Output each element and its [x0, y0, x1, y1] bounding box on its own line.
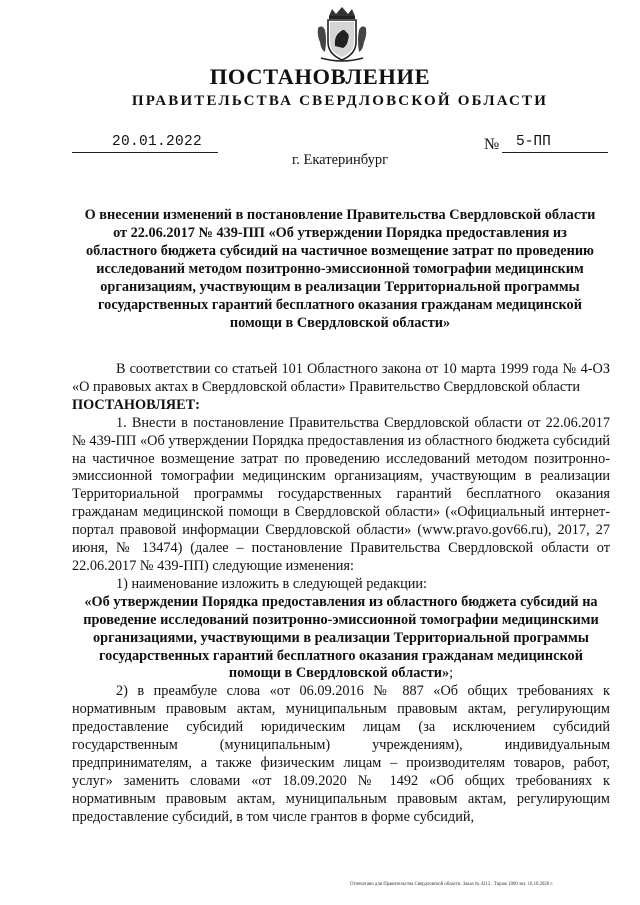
new-title-paragraph [72, 594, 610, 684]
document-number: 5-ПП [516, 134, 551, 150]
new-title-text: «Об утверждении Порядка предоставления из областного бюджета субсидий на проведение исследований позитронно-эмиссионной томографии медицинскими организациями, участвующими в реализации Территориальной программы государственных гарантий бесплатного оказания гражданам медицинской помощи в Свердловской области» [83, 593, 599, 682]
new-title-suffix: ; [449, 665, 454, 682]
document-body [72, 361, 610, 827]
sverdlovsk-coat-of-arms-icon [315, 6, 369, 64]
document-title: ПОСТАНОВЛЕНИЕ [209, 64, 431, 89]
number-sign: № [484, 136, 500, 153]
intro-paragraph: В соответствии со статьей 101 Областного закона от 10 марта 1999 года № 4-ОЗ «О правовых актах в Свердловской области» Правительство Свердловской области [72, 361, 610, 395]
document-subtitle: ПРАВИТЕЛЬСТВА СВЕРДЛОВСКОЙ ОБЛАСТИ [131, 93, 549, 109]
decree-word: ПОСТАНОВЛЯЕТ: [72, 396, 200, 413]
item-1-1-paragraph: 1) наименование изложить в следующей редакции: [116, 575, 427, 592]
document-heading: О внесении изменений в постановление Правительства Свердловской области от 22.06.2017 № 439-ПП «Об утверждении Порядка предоставления из областного бюджета субсидий на частичное возмещение затрат по проведению исследований методом позитронно-эмиссионной томографии медицинским организациям, участвующим в реализации Территориальной программы государственных гарантий бесплатного оказания гражданам медицинской помощи в Свердловской области» [84, 207, 596, 331]
print-note: Отпечатано для Правительства Свердловской области. Заказ № 4213 . Тираж 1000 экз. 16.10.2020 г. [350, 882, 554, 887]
item-1-2-paragraph: 2) в преамбуле слова «от 06.09.2016 № 887 «Об общих требованиях к нормативным правовым актам, муниципальным правовым актам, регулирующим предоставление субсидий юридическим лицам (за исключением субсидий государственным (муниципальным) учреждениям), индивидуальным предпринимателям, а также физическим лицам – производителям товаров, работ, услуг» заменить словами «от 18.09.2020 № 1492 «Об общих требованиях к нормативным правовым актам, муниципальным правовым актам, регулирующим предоставление субсидий, в том числе грантов в форме субсидий, [72, 683, 610, 825]
item-1-paragraph: 1. Внести в постановление Правительства Свердловской области от 22.06.2017 № 439-ПП «Об утверждении Порядка предоставления из областного бюджета субсидий на частичное возмещение затрат по проведению исследований методом позитронно-эмиссионной томографии медицинским организациям, участвующим в реализации Территориальной программы государственных гарантий бесплатного оказания гражданам медицинской помощи в Свердловской области» («Официальный интернет-портал правовой информации Свердловской области» (www.pravo.gov66.ru), 2017, 27 июня, № 13474) (далее – постановление Правительства Свердловской области от 22.06.2017 № 439-ПП) следующие изменения: [72, 414, 610, 574]
city: г. Екатеринбург [291, 152, 389, 168]
document-date: 20.01.2022 [112, 134, 203, 150]
